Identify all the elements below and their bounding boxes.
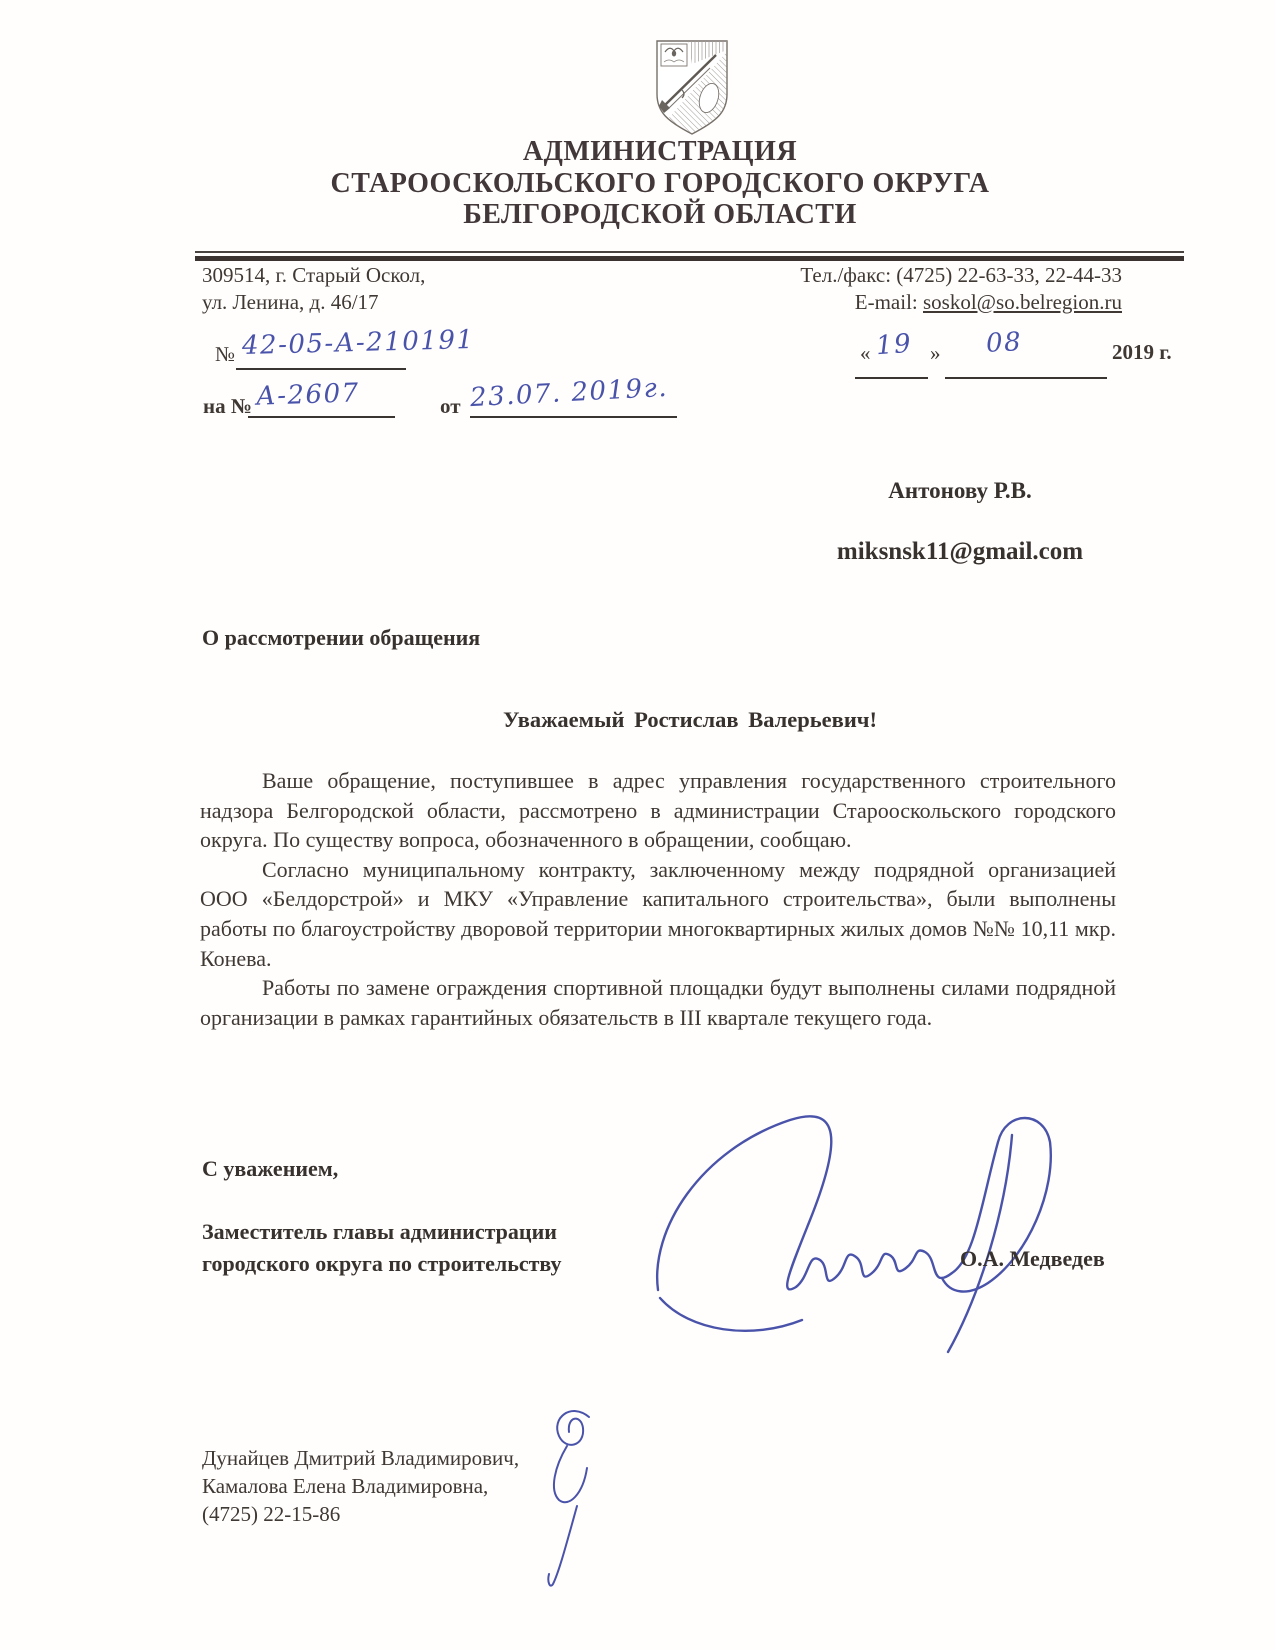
org-line2: СТАРООСКОЛЬСКОГО ГОРОДСКОГО ОКРУГА bbox=[330, 167, 990, 199]
date-year: 2019 г. bbox=[1112, 340, 1172, 364]
signer-position-line2: городского округа по строительству bbox=[202, 1250, 562, 1276]
sender-contacts bbox=[560, 262, 1122, 315]
letter-body bbox=[200, 766, 1116, 1032]
coat-of-arms-icon bbox=[652, 38, 732, 137]
body-paragraph-2: Согласно муниципальному контракту, заключенному между подрядной организацией ООО «Белдорстрой» и МКУ «Управление капитального строительства», были выполнены работы по благоустройству дворовой территории многоквартирных жилых домов №№ 10,11 мкр. Конева. bbox=[200, 856, 1116, 971]
signer-position-line1: Заместитель главы администрации bbox=[202, 1219, 557, 1244]
reply-date-handwritten: 23.07. 2019г. bbox=[469, 372, 669, 414]
org-line1: АДМИНИСТРАЦИЯ bbox=[522, 136, 798, 167]
reply-number-underline bbox=[248, 416, 395, 418]
date-open-quote: « bbox=[860, 341, 871, 365]
header-rule-thick bbox=[195, 256, 1184, 261]
reply-number-handwritten: А-2607 bbox=[255, 378, 361, 412]
date-month-handwritten: 08 bbox=[985, 327, 1023, 359]
closing-phrase: С уважением, bbox=[202, 1156, 339, 1181]
number-underline bbox=[236, 368, 406, 370]
address-line1: 309514, г. Старый Оскол, bbox=[202, 263, 426, 287]
phone-line: Тел./факс: (4725) 22-63-33, 22-44-33 bbox=[800, 263, 1122, 287]
executor-initials-icon bbox=[523, 1402, 623, 1592]
signer-name: О.А. Медведев bbox=[960, 1246, 1105, 1271]
number-label: № bbox=[215, 342, 236, 366]
signer-position bbox=[202, 1216, 562, 1279]
executor-name-1: Дунайцев Дмитрий Владимирович, bbox=[202, 1446, 520, 1470]
sender-address bbox=[202, 262, 425, 315]
address-line2: ул. Ленина, д. 46/17 bbox=[202, 289, 379, 314]
reply-label: на № bbox=[203, 394, 252, 418]
outgoing-number-handwritten: 42-05-А-210191 bbox=[241, 324, 475, 362]
date-close-quote: » bbox=[930, 341, 941, 365]
executor-name-2: Камалова Елена Владимировна, bbox=[202, 1473, 489, 1498]
date-day-handwritten: 19 bbox=[874, 328, 914, 362]
email-line bbox=[560, 289, 1122, 316]
from-label: от bbox=[440, 394, 461, 418]
header-rule-thin bbox=[195, 251, 1184, 253]
email-value: soskol@so.belregion.ru bbox=[923, 289, 1122, 314]
body-paragraph-1: Ваше обращение, поступившее в адрес управления государственного строительного надзора Белгородской области, рассмотрено в администрации Старооскольского городского округа. По существу вопроса, обозначенного в обращении, сообщаю. bbox=[200, 768, 1116, 853]
reply-date-underline bbox=[470, 416, 677, 418]
executor-phone: (4725) 22-15-86 bbox=[202, 1501, 341, 1526]
salutation: Уважаемый Ростислав Валерьевич! bbox=[503, 707, 877, 732]
addressee-name: Антонову Р.В. bbox=[888, 478, 1032, 503]
org-line3: БЕЛГОРОДСКОЙ ОБЛАСТИ bbox=[463, 199, 857, 230]
addressee-email: miksnsk11@gmail.com bbox=[836, 538, 1084, 565]
email-label: E-mail: bbox=[854, 289, 923, 314]
subject-line: О рассмотрении обращения bbox=[202, 625, 481, 650]
signature-icon bbox=[630, 1080, 1070, 1360]
body-paragraph-3: Работы по замене ограждения спортивной площадки будут выполнены силами подрядной организации в рамках гарантийных обязательств в III квартале текущего года. bbox=[200, 975, 1116, 1030]
organization-title bbox=[180, 136, 1140, 231]
executors-block bbox=[202, 1445, 519, 1528]
date-day-underline bbox=[855, 377, 928, 379]
date-month-underline bbox=[945, 377, 1107, 379]
addressee-block bbox=[760, 478, 1160, 566]
